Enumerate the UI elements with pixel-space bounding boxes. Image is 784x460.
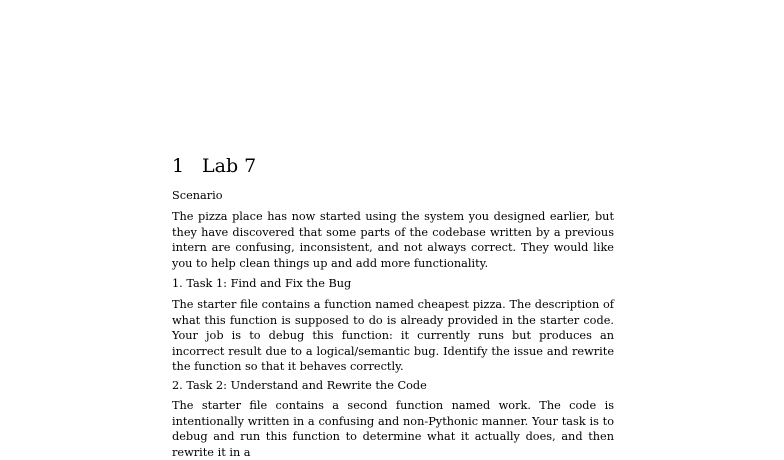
scenario-paragraph: The pizza place has now started using the system you designed earlier, but they have discovered that some parts of the codebase written by a previous intern are confusing, inconsistent, and not always correct. They would like you to help clean things up and add more functionality. <box>172 210 614 270</box>
document-page <box>172 0 614 459</box>
scenario-label: Scenario <box>172 189 223 202</box>
section-heading <box>172 154 256 178</box>
section-title: Lab 7 <box>202 155 257 177</box>
task2-paragraph: The starter file contains a second function named work. The code is intentionally written in a confusing and non-Pythonic manner. Your task is to debug and run this function to determine what it actually does, and then rewrite it in a <box>172 399 614 459</box>
section-number: 1 <box>172 155 185 177</box>
task2-heading: 2. Task 2: Understand and Rewrite the Code <box>172 379 427 392</box>
task1-heading: 1. Task 1: Find and Fix the Bug <box>172 277 352 290</box>
task1-paragraph: The starter file contains a function named cheapest pizza. The description of what this function is supposed to do is already provided in the starter code. Your job is to debug this function: it currently runs but produces an incorrect result due to a logical/semantic bug. Identify the issue and rewrite the function so that it behaves correctly. <box>172 298 614 374</box>
